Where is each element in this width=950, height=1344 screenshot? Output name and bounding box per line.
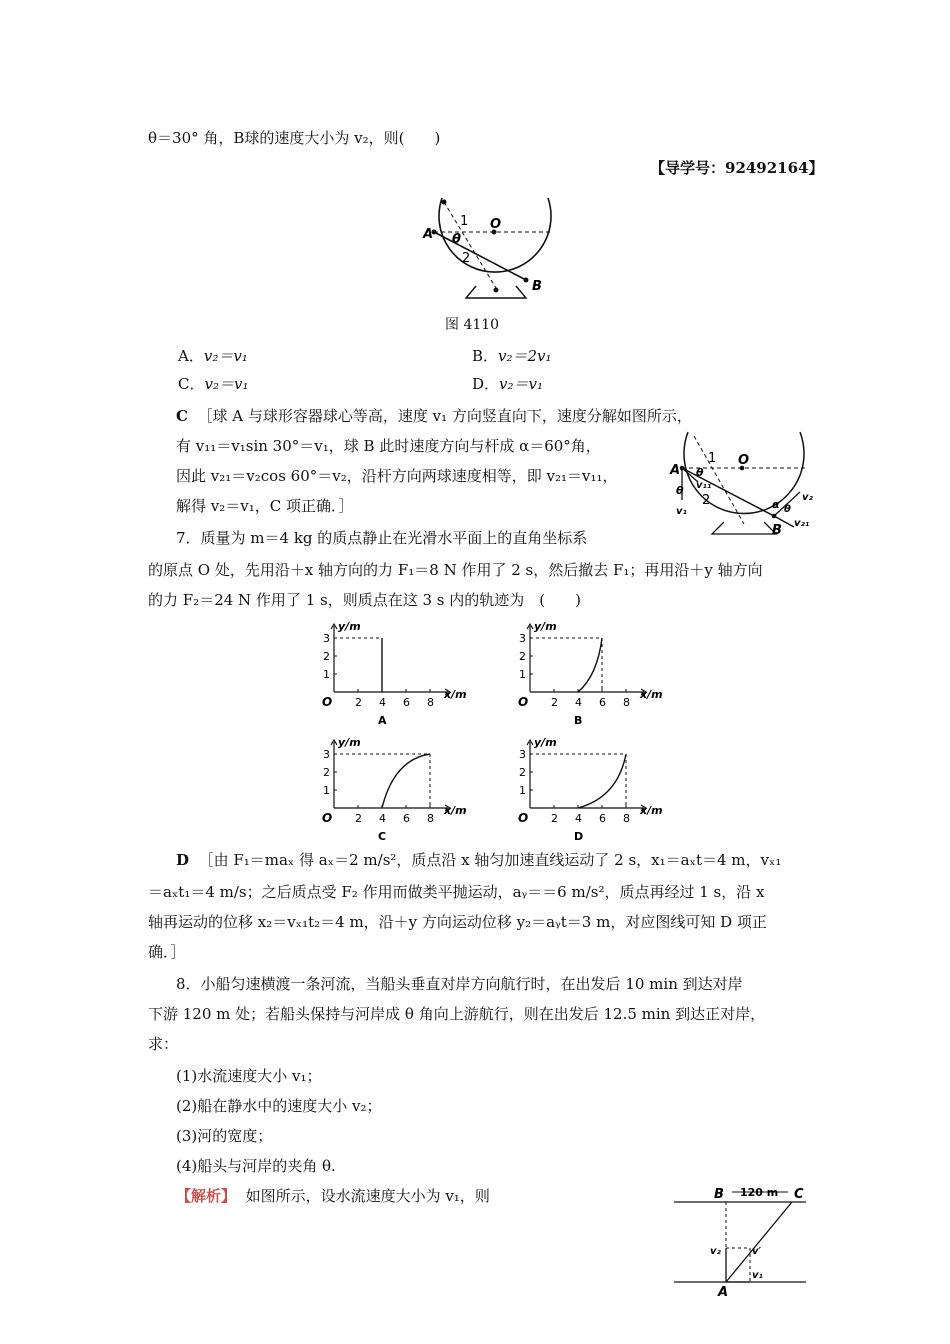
y-tick-label: 1 — [519, 784, 526, 797]
q6-answer-text-1: ［球 A 与球形容器球心等高，速度 v₁ 方向竖直向下，速度分解如图所示， — [197, 407, 692, 425]
y-axis-label: y/m — [338, 736, 361, 749]
ans-label-v11: v₁₁ — [696, 480, 712, 491]
q8-sub-4: (4)船头与河岸的夹角 θ. — [176, 1157, 336, 1175]
river-label-B: B — [714, 1187, 724, 1202]
label-2: 2 — [462, 251, 471, 266]
x-tick-label: 4 — [379, 812, 386, 825]
graph-label: A — [378, 714, 387, 727]
q8-sub-1: (1)水流速度大小 v₁； — [176, 1067, 322, 1085]
q7-stem-line-2: 的原点 O 处，先用沿＋x 轴方向的力 F₁＝8 N 作用了 2 s，然后撤去 F₁；再用沿＋y 轴方向 — [148, 561, 763, 579]
x-axis-label: x/m — [640, 688, 663, 701]
ans-label-A: A — [670, 463, 681, 478]
answer-decomposition-figure — [660, 428, 820, 540]
analysis-text: 如图所示，设水流速度大小为 v₁，则 — [245, 1187, 490, 1205]
label-theta: θ — [452, 232, 461, 247]
y-tick-label: 2 — [519, 766, 526, 779]
point-top — [442, 200, 447, 205]
ans-label-v21: v₂₁ — [794, 518, 810, 529]
river-label-vprime: v′ — [752, 1246, 762, 1257]
q8-stem-line-1: 8．小船匀速横渡一条河流，当船头垂直对岸方向航行时，在出发后 10 min 到达对岸 — [176, 975, 743, 993]
option-B-label: B． — [472, 347, 499, 365]
x-axis-label: x/m — [640, 804, 663, 817]
x-axis-label: x/m — [444, 804, 467, 817]
q8-stem-line-2: 下游 120 m 处；若船头保持与河岸成 θ 角向上游航行，则在出发后 12.5 min 到达正对岸， — [148, 1005, 766, 1023]
y-tick-label: 3 — [519, 748, 526, 761]
y-axis-label: y/m — [534, 736, 557, 749]
q7-answer-line-2: ＝aₓt₁＝4 m/s；之后质点受 F₂ 作用而做类平抛运动，aᵧ＝＝6 m/s²，质点再经过 1 s，沿 x — [148, 883, 765, 901]
y-tick-label: 1 — [323, 668, 330, 681]
question-6-stem-tail: θ＝30° 角，B球的速度大小为 v₂，则( ) — [148, 129, 441, 147]
answer-point-A — [680, 466, 685, 471]
q7-answer-line-3: 轴再运动的位移 x₂＝vₓ₁t₂＝4 m，沿＋y 方向运动位移 y₂＝aᵧt＝3 m，对应图线可知 D 项正 — [148, 913, 767, 931]
figure-caption: 图 4110 — [445, 317, 500, 333]
option-A-label: A． — [178, 347, 204, 365]
ans-label-theta-3: θ — [784, 504, 791, 515]
origin-label: O — [518, 811, 529, 825]
trajectory — [578, 638, 602, 692]
x-tick-label: 8 — [427, 812, 434, 825]
y-tick-label: 2 — [323, 650, 330, 663]
q7-answer-letter: D — [176, 851, 190, 869]
x-axis-label: x/m — [444, 688, 467, 701]
y-tick-label: 3 — [323, 748, 330, 761]
x-tick-label: 4 — [575, 696, 582, 709]
answer-point-B — [772, 514, 777, 519]
q6-answer-letter: C — [176, 407, 188, 425]
option-A-text: v₂＝v₁ — [203, 347, 248, 365]
guide-number: 【导学号：92492164】 — [650, 159, 824, 177]
y-tick-label: 1 — [519, 668, 526, 681]
x-tick-label: 2 — [355, 696, 362, 709]
ans-label-theta-1: θ — [696, 466, 704, 479]
q8-stem-line-3: 求： — [148, 1035, 179, 1053]
q6-answer-line-3: 因此 v₂₁＝v₂cos 60°＝v₂，沿杆方向两球速度相等，即 v₂₁＝v₁₁， — [176, 467, 618, 485]
y-tick-label: 3 — [323, 632, 330, 645]
river-label-v2: v₂ — [710, 1246, 721, 1257]
ans-label-B: B — [772, 523, 782, 538]
q8-sub-2: (2)船在静水中的速度大小 v₂； — [176, 1097, 382, 1115]
x-tick-label: 2 — [551, 812, 558, 825]
ans-label-1: 1 — [708, 451, 717, 466]
x-tick-label: 6 — [599, 696, 606, 709]
ans-label-O: O — [738, 453, 750, 468]
option-A — [178, 346, 248, 366]
river-crossing-figure — [670, 1186, 810, 1298]
q7-answer-line-1 — [176, 850, 781, 870]
river-label-C: C — [794, 1187, 804, 1202]
ans-label-theta-2: θ — [676, 484, 684, 497]
x-tick-label: 2 — [551, 696, 558, 709]
y-axis-label: y/m — [338, 620, 361, 633]
trajectory-graph-A — [318, 620, 468, 732]
q8-sub-3: (3)河的宽度； — [176, 1127, 273, 1145]
ans-label-v2: v₂ — [802, 492, 813, 503]
q6-answer-line-2: 有 v₁₁＝v₁sin 30°＝v₁，球 B 此时速度方向与杆成 α＝60°角， — [176, 437, 601, 455]
label-A: A — [423, 227, 434, 242]
origin-label: O — [322, 695, 333, 709]
sphere-container-figure — [420, 188, 570, 308]
y-tick-label: 2 — [323, 766, 330, 779]
option-C-text: v₂＝v₁ — [204, 375, 249, 393]
graph-label: C — [378, 830, 387, 843]
trajectory-graph-C — [318, 736, 468, 848]
q8-analysis — [176, 1186, 490, 1206]
ans-label-v1: v₁ — [676, 506, 687, 517]
option-D — [472, 374, 543, 394]
graph-label: D — [574, 830, 584, 843]
x-tick-label: 6 — [599, 812, 606, 825]
x-tick-label: 2 — [355, 812, 362, 825]
trajectory-graph-D — [514, 736, 664, 848]
analysis-tag: 【解析】 — [176, 1187, 237, 1205]
x-tick-label: 8 — [623, 812, 630, 825]
label-B: B — [532, 279, 542, 294]
y-axis-label: y/m — [534, 620, 557, 633]
origin-label: O — [518, 695, 529, 709]
trajectory-graph-B — [514, 620, 664, 732]
option-D-text: v₂＝v₁ — [499, 375, 544, 393]
q7-answer-line-4: 确．］ — [148, 943, 186, 961]
trajectory — [578, 754, 626, 808]
graph-label: B — [574, 714, 583, 727]
ans-label-alpha: α — [772, 498, 780, 511]
y-tick-label: 1 — [323, 784, 330, 797]
point-bottom — [494, 288, 499, 293]
q6-answer-line-1 — [176, 406, 692, 426]
river-label-A: A — [718, 1285, 729, 1300]
x-tick-label: 6 — [403, 812, 410, 825]
option-B — [472, 346, 552, 366]
x-tick-label: 4 — [379, 696, 386, 709]
y-tick-label: 3 — [519, 632, 526, 645]
trajectory — [382, 754, 430, 808]
q7-answer-text-1: ［由 F₁＝maₓ 得 aₓ＝2 m/s²，质点沿 x 轴匀加速直线运动了 2 s，x₁＝aₓt＝4 m，vₓ₁ — [198, 851, 782, 869]
label-1: 1 — [460, 214, 469, 229]
x-tick-label: 6 — [403, 696, 410, 709]
option-B-text: v₂＝2v₁ — [498, 347, 552, 365]
label-O: O — [490, 217, 502, 232]
river-label-120m: 120 m — [740, 1186, 779, 1199]
y-tick-label: 2 — [519, 650, 526, 663]
origin-label: O — [322, 811, 333, 825]
option-D-label: D． — [472, 375, 500, 393]
q6-answer-line-4: 解得 v₂＝v₁，C 项正确．］ — [176, 497, 354, 515]
river-label-v1: v₁ — [752, 1270, 763, 1281]
ans-label-2: 2 — [702, 493, 711, 508]
x-tick-label: 8 — [427, 696, 434, 709]
point-B — [524, 278, 529, 283]
option-C-label: C． — [178, 375, 205, 393]
x-tick-label: 8 — [623, 696, 630, 709]
rod-AB — [434, 232, 526, 280]
option-C — [178, 374, 248, 394]
q7-stem-line-3: 的力 F₂＝24 N 作用了 1 s，则质点在这 3 s 内的轨迹为 ( ) — [148, 591, 581, 609]
x-tick-label: 4 — [575, 812, 582, 825]
q7-stem-line-1: 7．质量为 m＝4 kg 的质点静止在光滑水平面上的直角坐标系 — [176, 529, 588, 547]
